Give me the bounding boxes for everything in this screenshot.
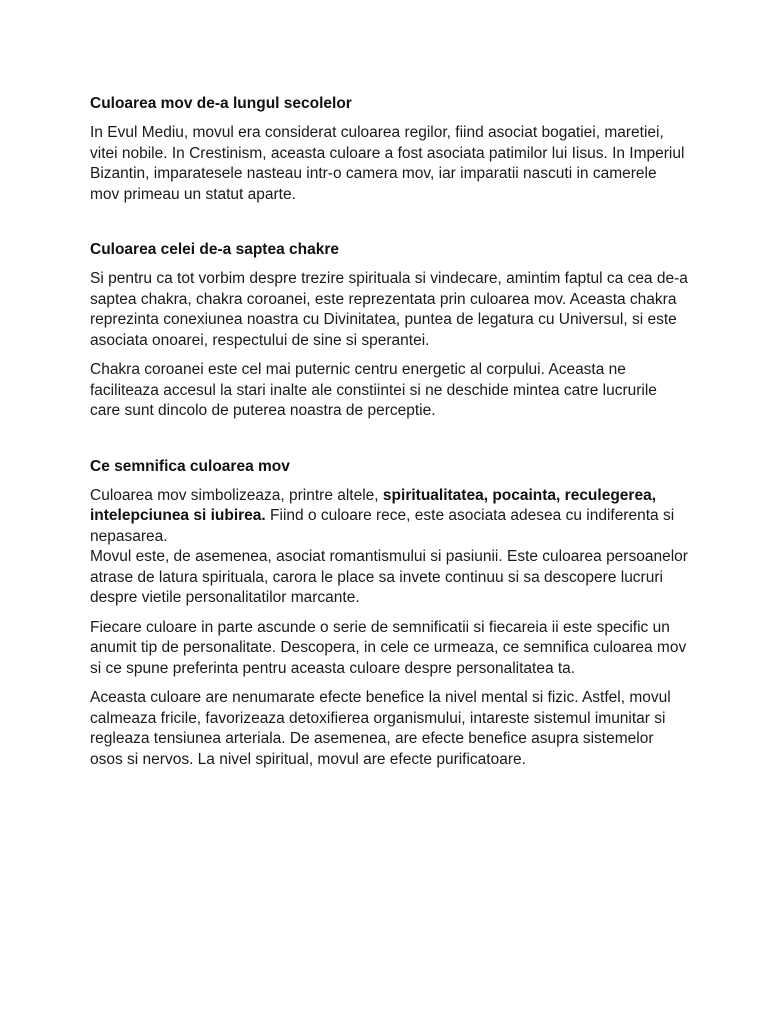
section-meaning-of-purple: [90, 457, 690, 771]
paragraph: Fiecare culoare in parte ascunde o serie de semnificatii si fiecareia ii este specific un anumit tip de personalitate. Descopera, in cele ce urmeaza, ce semnifica culoarea mov si ce spune preferinta pentru aceasta culoare despre personalitatea ta.: [90, 618, 687, 677]
paragraph: [90, 486, 690, 609]
section-seventh-chakra: [90, 240, 690, 422]
bold-text: spiritualitatea, pocainta, reculegerea, intelepciunea si iubirea.: [90, 486, 656, 524]
section-purple-through-centuries: [90, 94, 690, 205]
section-heading: Culoarea celei de-a saptea chakre: [90, 241, 339, 258]
section-heading: Ce semnifica culoarea mov: [90, 457, 290, 475]
paragraph: Chakra coroanei este cel mai puternic centru energetic al corpului. Aceasta ne faciliteaza accesul la stari inalte ale constiintei si ne deschide mintea catre lucrurile care sunt dincolo de puterea noastra de perceptie.: [90, 361, 657, 419]
section-heading: Culoarea mov de-a lungul secolelor: [90, 95, 352, 112]
paragraph-text: Fiind o culoare rece, este asociata adesea cu indiferenta si nepasarea.: [90, 507, 675, 545]
paragraph-text: Culoarea mov simbolizeaza, printre altele,: [90, 486, 383, 504]
paragraph: Si pentru ca tot vorbim despre trezire spirituala si vindecare, amintim faptul ca cea de-a saptea chakra, chakra coroanei, este reprezentata prin culoarea mov. Aceasta chakra reprezinta conexiunea noastra cu Divinitatea, puntea de legatura cu Universul, si este asociata onoarei, respectului de sine si sperantei.: [90, 270, 688, 349]
document-page: [90, 94, 690, 779]
paragraph: In Evul Mediu, movul era considerat culoarea regilor, fiind asociat bogatiei, maretiei, vitei nobile. In Crestinism, aceasta culoare a fost asociata patimilor lui Iisus. In Imperiul Bizantin, imparatesele nasteau intr-o camera mov, iar imparatii nascuti in camerele mov primeau un statut aparte.: [90, 124, 685, 203]
paragraph: Aceasta culoare are nenumarate efecte benefice la nivel mental si fizic. Astfel, movul calmeaza fricile, favorizeaza detoxifierea organismului, intareste sistemul imunitar si regleaza tensiunea arteriala. De asemenea, are efecte benefice asupra sistemelor osos si nervos. La nivel spiritual, movul are efecte purificatoare.: [90, 689, 671, 768]
paragraph-text: Movul este, de asemenea, asociat romantismului si pasiunii. Este culoarea persoanelor atrase de latura spirituala, carora le place sa invete continuu si sa descopere lucruri despre vietile personalitatilor marcante.: [90, 548, 688, 606]
